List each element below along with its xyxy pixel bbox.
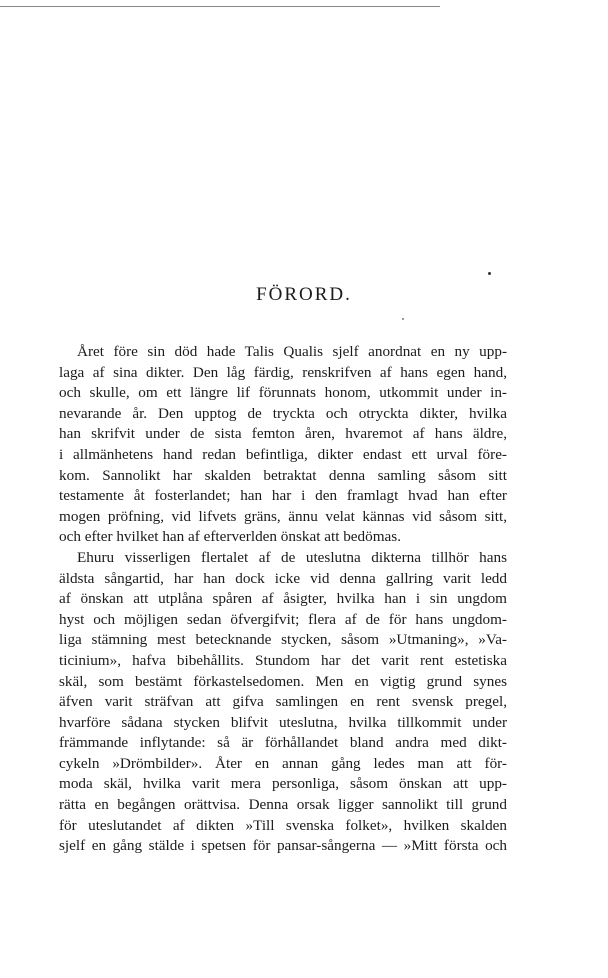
text-line: rätta en begången orättvisa. Denna orsak ligger sannolikt till grund <box>59 796 507 814</box>
text-line: och skulle, om ett längre lif förunnats honom, utkommit under in- <box>59 384 507 402</box>
text-line: ticinium», hafva bibehållits. Stundom har det varit rent estetiska <box>59 651 507 669</box>
text-line: moda skäl, hvilka varit mera personliga, såsom önskan att upp- <box>59 775 507 793</box>
text-line: för uteslutandet af dikten »Till svenska folket», hvilken skalden <box>59 816 507 834</box>
text-line: Året före sin död hade Talis Qualis sjelf anordnat en ny upp- <box>77 343 507 360</box>
print-speck <box>402 318 404 320</box>
text-line: mogen pröfning, vid lifvets gräns, ännu velat kännas vid såsom sitt, <box>59 507 507 525</box>
text-line: äfven varit sträfvan att gifva samlingen en rent svensk pregel, <box>59 693 507 711</box>
text-line: cykeln »Drömbilder». Åter en annan gång ledes man att för- <box>59 754 507 772</box>
text-line: främmande inflytande: så är förhållandet bland andra med dikt- <box>59 734 507 752</box>
text-line: laga af sina dikter. Den låg färdig, renskrifven af hans egen hand, <box>59 363 507 381</box>
chapter-heading: FÖRORD. <box>256 284 352 305</box>
text-line: liga stämning mest betecknande stycken, såsom »Utmaning», »Va- <box>59 631 507 649</box>
top-edge-rule <box>0 6 440 7</box>
text-line: af önskan att utplåna spåren af åsigter, hvilka han i sin ungdom <box>59 590 507 608</box>
text-line: i allmänhetens hand redan befintliga, dikter endast ett urval före- <box>59 445 507 463</box>
text-line: hyst och möjligen sedan öfvergifvit; flera af de för hans ungdom- <box>59 610 507 628</box>
text-line: skäl, som bestämt förkastelsedomen. Men en vigtig grund synes <box>59 672 507 690</box>
text-line: han skrifvit under de sista femton åren, hvaremot af hans äldre, <box>59 425 507 443</box>
text-line: testamente åt fosterlandet; han har i den framlagt hvad han efter <box>59 487 507 505</box>
text-line: hvarföre sådana stycken blifvit uteslutna, hvilka tillkommit under <box>59 713 507 731</box>
text-line: nevarande år. Den upptog de tryckta och otryckta dikter, hvilka <box>59 404 507 422</box>
text-line: Ehuru visserligen flertalet af de uteslutna dikterna tillhör hans <box>77 548 507 566</box>
paragraph-1 <box>59 342 507 548</box>
text-line: och efter hvilket han af efterverlden önskat att bedömas. <box>59 528 402 546</box>
body-text <box>59 342 507 857</box>
text-line: sjelf en gång stälde i spetsen för pansar-sångerna — »Mitt första och <box>59 837 507 855</box>
paragraph-2 <box>59 548 507 857</box>
print-speck <box>488 272 491 275</box>
text-line: kom. Sannolikt har skalden betraktat denna samling såsom sitt <box>59 466 507 484</box>
text-line: äldsta sångartid, har han dock icke vid denna gallring varit ledd <box>59 569 507 587</box>
